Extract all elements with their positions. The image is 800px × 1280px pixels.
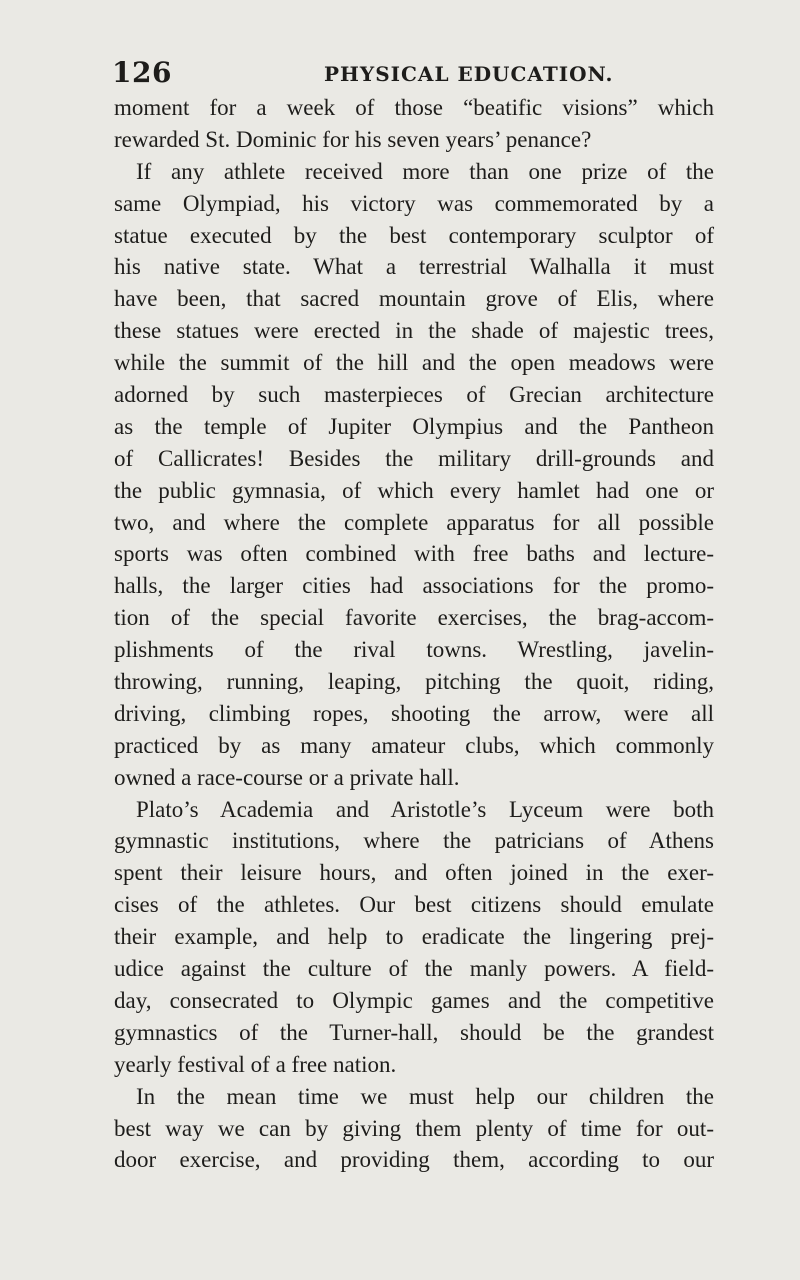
text-line: yearly festival of a free nation.: [114, 1051, 397, 1077]
text-line: practiced by as many amateur clubs, which commonly: [114, 732, 714, 758]
text-line: spent their leisure hours, and often joined in the exer-: [114, 860, 714, 886]
text-line: tion of the special favorite exercises, the brag-accom-: [114, 605, 714, 631]
text-line: halls, the larger cities had associations for the promo-: [114, 573, 714, 599]
text-line: owned a race-course or a private hall.: [114, 764, 460, 790]
text-line: door exercise, and providing them, according to our: [114, 1147, 714, 1173]
text-line: throwing, running, leaping, pitching the quoit, riding,: [114, 669, 714, 695]
text-line: cises of the athletes. Our best citizens should emulate: [114, 892, 714, 918]
text-line: have been, that sacred mountain grove of Elis, where: [114, 286, 714, 312]
text-line: day, consecrated to Olympic games and the competitive: [114, 987, 714, 1013]
text-line: statue executed by the best contemporary sculptor of: [114, 222, 714, 248]
running-title: PHYSICAL EDUCATION.: [324, 62, 614, 86]
text-line: gymnastics of the Turner-hall, should be the grandest: [114, 1019, 714, 1045]
running-head: [112, 48, 712, 88]
text-line: these statues were erected in the shade of majestic trees,: [114, 318, 714, 344]
text-line: as the temple of Jupiter Olympius and the Pantheon: [114, 413, 714, 439]
text-line: of Callicrates! Besides the military drill-grounds and: [114, 445, 714, 471]
text-line: same Olympiad, his victory was commemorated by a: [114, 190, 714, 216]
text-line: adorned by such masterpieces of Grecian architecture: [114, 382, 714, 408]
text-line: while the summit of the hill and the open meadows were: [114, 350, 714, 376]
text-line: sports was often combined with free baths and lecture-: [114, 541, 714, 567]
text-line: best way we can by giving them plenty of time for out-: [114, 1115, 714, 1141]
text-line: Plato’s Academia and Aristotle’s Lyceum were both: [136, 796, 714, 822]
text-line: his native state. What a terrestrial Walhalla it must: [114, 254, 714, 280]
page-number: 126: [112, 56, 172, 89]
text-line: the public gymnasia, of which every hamlet had one or: [114, 477, 714, 503]
text-line: their example, and help to eradicate the lingering prej-: [114, 924, 714, 950]
text-line: If any athlete received more than one prize of the: [136, 158, 714, 184]
text-line: gymnastic institutions, where the patricians of Athens: [114, 828, 714, 854]
text-line: moment for a week of those “beatific visions” which: [114, 95, 714, 120]
body-text: [114, 92, 714, 1176]
text-line: rewarded St. Dominic for his seven years’ penance?: [114, 126, 592, 152]
text-line: two, and where the complete apparatus for all possible: [114, 509, 714, 535]
text-line: udice against the culture of the manly powers. A field-: [114, 956, 714, 982]
text-line: driving, climbing ropes, shooting the arrow, were all: [114, 700, 714, 726]
text-line: In the mean time we must help our children the: [136, 1083, 714, 1109]
text-line: plishments of the rival towns. Wrestling, javelin-: [114, 637, 714, 663]
